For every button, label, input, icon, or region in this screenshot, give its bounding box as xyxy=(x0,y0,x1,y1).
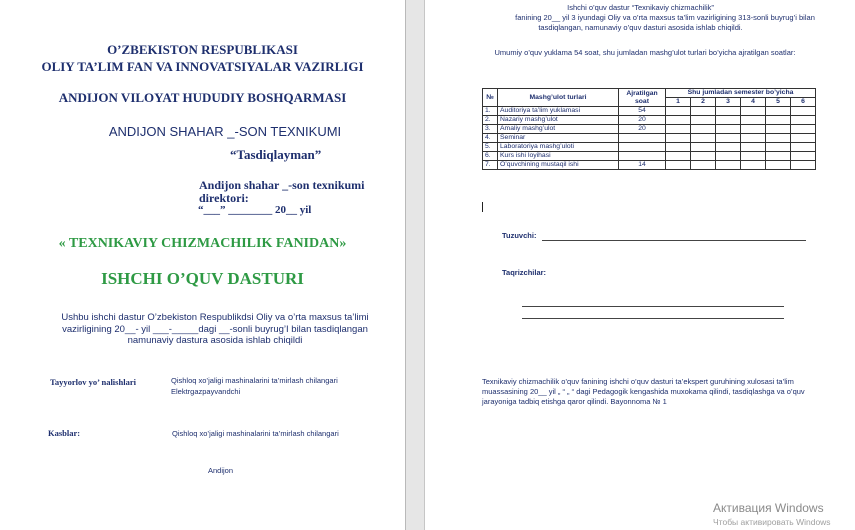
hours-table xyxy=(482,88,816,170)
table-row xyxy=(483,143,816,152)
semester-1-header: 1 xyxy=(666,98,691,107)
row-number: 4. xyxy=(483,134,498,143)
compiler-label: Tuzuvchi: xyxy=(502,231,537,240)
total-hours-text: Umumiy o’quv yuklama 54 soat, shu jumladan mashg’ulot turlari bo’yicha ajratilgan soatlar: xyxy=(494,48,796,57)
region-heading: ANDIJON VILOYAT HUDUDIY BOSHQARMASI xyxy=(58,90,347,105)
header-line-1: Ishchi o’quv dastur “Texnikaviy chizmachilik” xyxy=(567,3,714,12)
semester-3-header: 3 xyxy=(716,98,741,107)
row-number: 1. xyxy=(483,107,498,116)
reviewers-label: Taqrizchilar: xyxy=(502,268,547,277)
windows-activation-subtitle: Чтобы активировать Windows xyxy=(713,517,831,527)
ministry-heading: OLIY TA’LIM FAN VA INNOVATSIYALAR VAZIRLIGI xyxy=(41,59,364,74)
approval-date: “___” ________ 20__ yil xyxy=(198,204,312,216)
approval-stamp-text: “Tasdiqlayman” xyxy=(230,147,322,162)
row-hours xyxy=(619,143,666,152)
col-number-header: № xyxy=(483,89,498,107)
row-number: 6. xyxy=(483,152,498,161)
reviewer-signature-line-2 xyxy=(522,318,784,319)
row-name: O’quvchining mustaqil ishi xyxy=(498,161,619,170)
table-row xyxy=(483,107,816,116)
city-name: Andijon xyxy=(208,466,234,475)
row-hours: 54 xyxy=(619,107,666,116)
row-name: Auditoriya ta’lim yuklamasi xyxy=(498,107,619,116)
row-hours: 14 xyxy=(619,161,666,170)
college-name: ANDIJON SHAHAR _-SON TEXNIKUMI xyxy=(108,124,342,139)
semester-2-header: 2 xyxy=(691,98,716,107)
direction-label: Tayyorlov yo’ nalishlari xyxy=(50,377,136,387)
row-name: Laboratoriya mashg’uloti xyxy=(498,143,619,152)
row-hours: 20 xyxy=(619,125,666,134)
semester-5-header: 5 xyxy=(766,98,791,107)
director-line-1: Andijon shahar _-son texnikumi xyxy=(199,178,365,192)
row-name: Seminar xyxy=(498,134,619,143)
row-number: 7. xyxy=(483,161,498,170)
table-row xyxy=(483,125,816,134)
col-hours-header: Ajratilgan soat xyxy=(619,89,666,107)
header-line-2: fanining 20__ yil 3 iyundagi Oliy va o’rta maxsus ta’lim vazirligining 313-sonli buyrug’i bilan xyxy=(515,13,815,22)
text-cursor[interactable] xyxy=(482,202,483,212)
header-line-3: tasdiqlangan, namunaviy o’quv dasturi asosida ishlab chiqildi. xyxy=(538,23,743,32)
table-row xyxy=(483,134,816,143)
professions-label: Kasblar: xyxy=(48,428,81,438)
program-title: ISHCHI O’QUV DASTURI xyxy=(101,269,304,288)
table-row xyxy=(483,161,816,170)
table-header-row xyxy=(483,89,816,98)
row-name: Nazariy mashg’ulot xyxy=(498,116,619,125)
program-description: Ushbu ishchi dastur O’zbekiston Respublikdsi Oliy va o’rta maxsus ta’limi vazirligining 20__- yil ___-_____dagi __-sonli buyrug’I bilan tasdiqlangan namunaviy dastura asosida ishlab chiqildi xyxy=(61,312,369,346)
row-hours xyxy=(619,134,666,143)
director-line-2: direktori: xyxy=(199,191,249,205)
row-name: Kurs ishi loyihasi xyxy=(498,152,619,161)
row-name: Amaliy mashg’ulot xyxy=(498,125,619,134)
row-hours xyxy=(619,152,666,161)
approval-note: Texnikaviy chizmachilik o’quv fanining ishchi o’quv dasturi ta’ekspert guruhining xulosasi ta’lim muassasining 20__ yil „ “ „ “ dagi Pedagogik kengashida muxokama qilindi, tasdiqlashga va o’quv jarayoniga tadbiq etishga qaror qilindi. Bayonnoma № 1 xyxy=(482,377,805,406)
director-block xyxy=(199,179,365,205)
table-row xyxy=(483,152,816,161)
direction-value-2: Elektrgazpayvandchi xyxy=(171,387,241,396)
professions-value: Qishloq xo’jaligi mashinalarini ta’mirlash chilangari xyxy=(172,429,339,438)
row-number: 3. xyxy=(483,125,498,134)
row-hours: 20 xyxy=(619,116,666,125)
left-document-page xyxy=(0,0,406,530)
subject-title: « TEXNIKAVIY CHIZMACHILIK FANIDAN» xyxy=(58,236,347,251)
col-semesters-header: Shu jumladan semester bo’yicha xyxy=(666,89,816,98)
reviewer-signature-line-1 xyxy=(522,306,784,307)
row-number: 5. xyxy=(483,143,498,152)
semester-6-header: 6 xyxy=(791,98,816,107)
compiler-signature-line xyxy=(542,240,806,241)
direction-value-1: Qishloq xo’jaligi mashinalarini ta’mirlash chilangari xyxy=(171,376,338,385)
col-type-header: Mashg’ulot turlari xyxy=(498,89,619,107)
semester-4-header: 4 xyxy=(741,98,766,107)
table-row xyxy=(483,116,816,125)
row-number: 2. xyxy=(483,116,498,125)
windows-activation-title: Активация Windows xyxy=(713,501,824,515)
republic-heading: O’ZBEKISTON RESPUBLIKASI xyxy=(107,42,298,57)
right-document-page xyxy=(424,0,855,530)
